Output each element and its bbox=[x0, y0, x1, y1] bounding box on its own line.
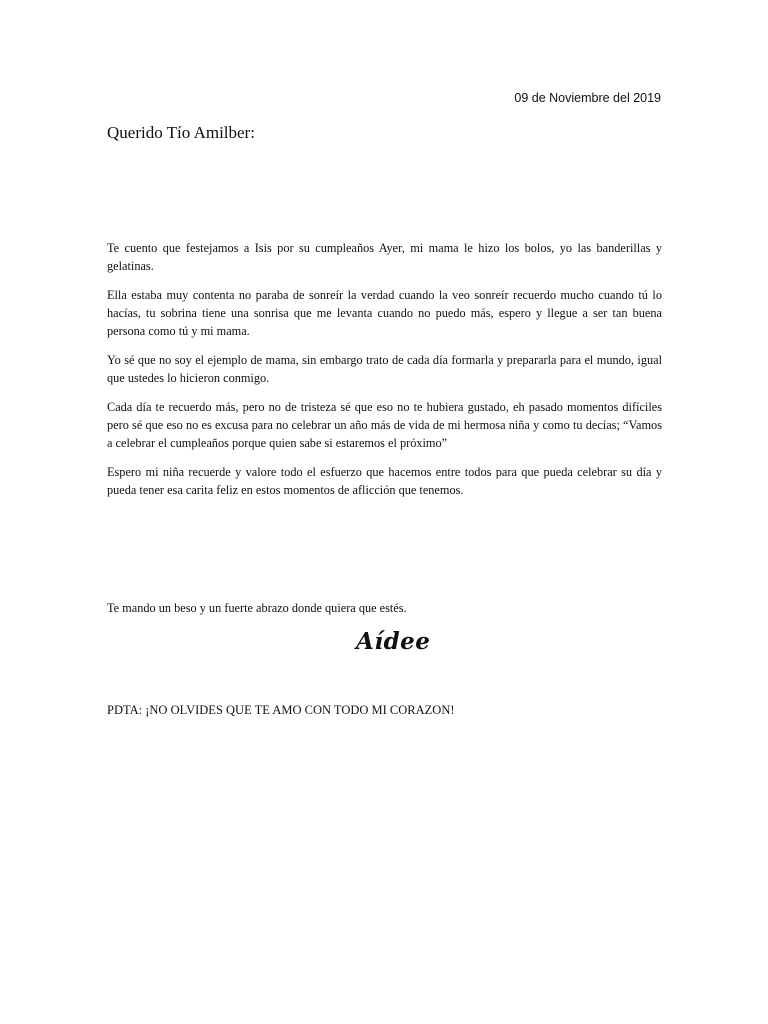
letter-date: 09 de Noviembre del 2019 bbox=[514, 91, 661, 105]
paragraph-1: Te cuento que festejamos a Isis por su cumpleaños Ayer, mi mama le hizo los bolos, yo las banderillas y gelatinas. bbox=[107, 241, 662, 273]
letter-postscript: PDTA: ¡NO OLVIDES QUE TE AMO CON TODO MI CORAZON! bbox=[107, 703, 455, 717]
letter-closing: Te mando un beso y un fuerte abrazo donde quiera que estés. bbox=[107, 601, 407, 615]
paragraph-4: Cada día te recuerdo más, pero no de tristeza sé que eso no te hubiera gustado, eh pasado momentos difíciles pero sé que eso no es excusa para no celebrar un año más de vida de mi hermosa niña y como tu decías; “Vamos a celebrar el cumpleaños porque quien sabe si estaremos el próximo” bbox=[107, 400, 662, 450]
paragraph-3: Yo sé que no soy el ejemplo de mama, sin embargo trato de cada día formarla y prepararla para el mundo, igual que ustedes lo hicieron conmigo. bbox=[107, 353, 662, 385]
letter-signature: Aídee bbox=[356, 628, 431, 655]
letter-body bbox=[107, 239, 662, 510]
letter-greeting: Querido Tío Amilber: bbox=[107, 123, 255, 142]
paragraph-2: Ella estaba muy contenta no paraba de sonreír la verdad cuando la veo sonreír recuerdo mucho cuando tú lo hacías, tu sobrina tiene una sonrisa que me levanta cuando no puedo más, espero y llegue a ser tan buena persona como tú y mi mama. bbox=[107, 288, 662, 338]
paragraph-5: Espero mi niña recuerde y valore todo el esfuerzo que hacemos entre todos para que pueda celebrar su día y pueda tener esa carita feliz en estos momentos de aflicción que tenemos. bbox=[107, 465, 662, 497]
